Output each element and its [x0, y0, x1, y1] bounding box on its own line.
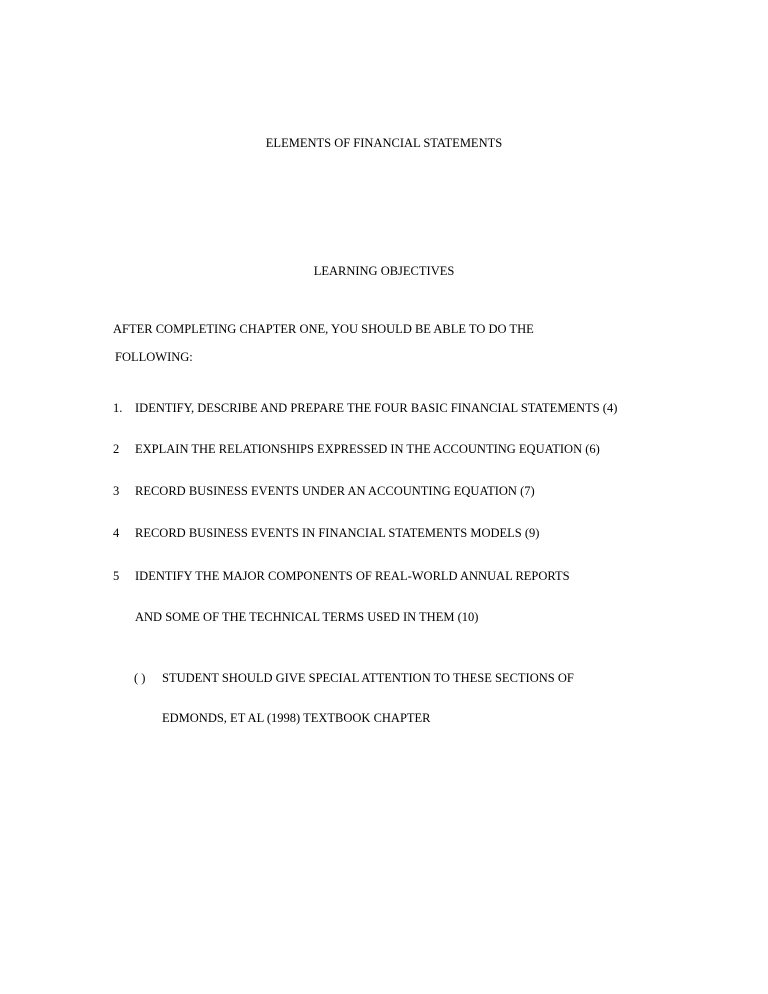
objective-number: 2: [113, 442, 120, 456]
objective-text: RECORD BUSINESS EVENTS IN FINANCIAL STATEMENTS MODELS (9): [135, 526, 540, 540]
objective-text-continuation: AND SOME OF THE TECHNICAL TERMS USED IN THEM (10): [135, 610, 479, 624]
intro-text-continuation: FOLLOWING:: [115, 350, 193, 364]
objective-text: IDENTIFY THE MAJOR COMPONENTS OF REAL-WORLD ANNUAL REPORTS: [135, 569, 570, 583]
note-text-continuation: EDMONDS, ET AL (1998) TEXTBOOK CHAPTER: [162, 711, 431, 725]
section-heading: LEARNING OBJECTIVES: [313, 264, 455, 278]
objective-text: RECORD BUSINESS EVENTS UNDER AN ACCOUNTING EQUATION (7): [135, 484, 535, 498]
objective-number: 5: [113, 569, 120, 583]
note-marker: ( ): [134, 671, 146, 685]
note-text: STUDENT SHOULD GIVE SPECIAL ATTENTION TO THESE SECTIONS OF: [162, 671, 574, 685]
objective-text: IDENTIFY, DESCRIBE AND PREPARE THE FOUR BASIC FINANCIAL STATEMENTS (4): [135, 401, 618, 415]
objective-number: 4: [113, 526, 120, 540]
objective-number: 3: [113, 484, 120, 498]
objective-text: EXPLAIN THE RELATIONSHIPS EXPRESSED IN THE ACCOUNTING EQUATION (6): [135, 442, 600, 456]
page-title: ELEMENTS OF FINANCIAL STATEMENTS: [265, 136, 503, 150]
objective-number: 1.: [113, 401, 123, 415]
intro-text: AFTER COMPLETING CHAPTER ONE, YOU SHOULD BE ABLE TO DO THE: [113, 322, 534, 336]
